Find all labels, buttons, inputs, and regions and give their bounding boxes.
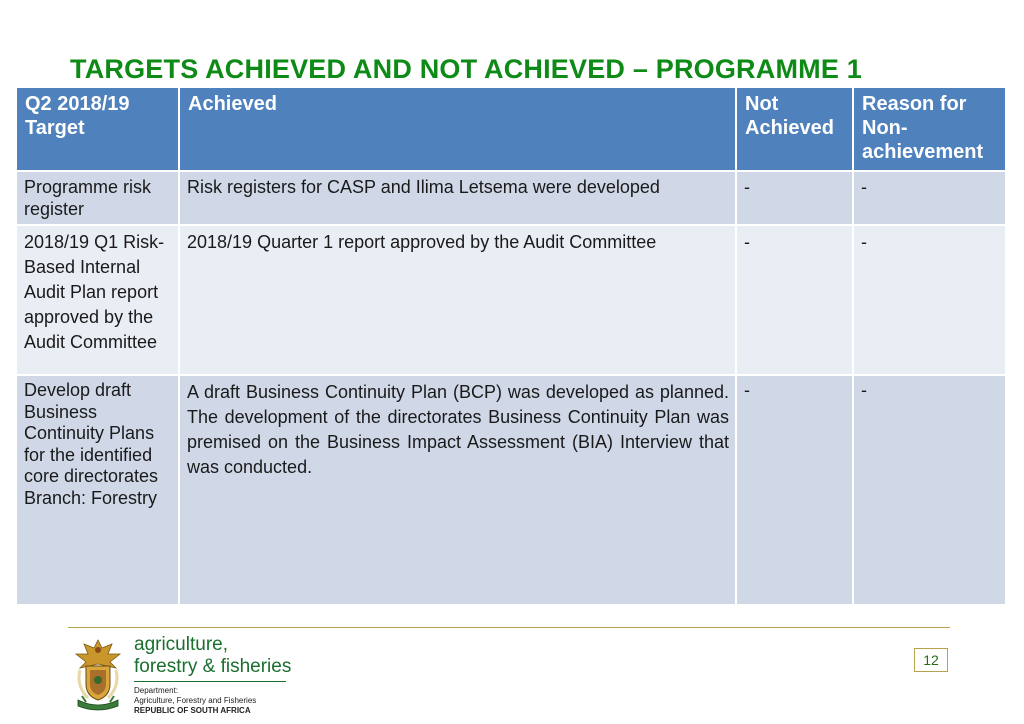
targets-table	[15, 86, 1007, 606]
department-branding	[134, 634, 291, 716]
header-reason: Reason for Non-achievement	[853, 87, 1006, 171]
footer-divider	[68, 627, 950, 628]
cell-achieved: Risk registers for CASP and Ilima Letsema were developed	[179, 171, 736, 225]
brand-line-1: agriculture,	[134, 634, 228, 655]
coat-of-arms-icon	[68, 636, 128, 712]
table-header-row	[16, 87, 1006, 171]
cell-target: Develop draft Business Continuity Plans for the identified core directorates Branch: Forestry	[16, 375, 179, 605]
brand-line-2: forestry & fisheries	[134, 656, 292, 677]
slide-title: TARGETS ACHIEVED AND NOT ACHIEVED – PROGRAMME 1	[70, 54, 862, 84]
dept-label: Department:	[134, 686, 179, 695]
table-row	[16, 171, 1006, 225]
cell-not-achieved: -	[736, 225, 853, 375]
cell-achieved: 2018/19 Quarter 1 report approved by the Audit Committee	[179, 225, 736, 375]
cell-reason: -	[853, 171, 1006, 225]
cell-achieved: A draft Business Continuity Plan (BCP) was developed as planned. The development of the directorates Business Continuity Plan was premised on the Business Impact Assessment (BIA) Interview that was conducted.	[179, 375, 736, 605]
table-row	[16, 225, 1006, 375]
cell-reason: -	[853, 225, 1006, 375]
cell-not-achieved: -	[736, 171, 853, 225]
header-not-achieved: Not Achieved	[736, 87, 853, 171]
dept-country: REPUBLIC OF SOUTH AFRICA	[134, 706, 251, 715]
cell-not-achieved: -	[736, 375, 853, 605]
header-achieved: Achieved	[179, 87, 736, 171]
cell-target: Programme risk register	[16, 171, 179, 225]
cell-target: 2018/19 Q1 Risk- Based Internal Audit Plan report approved by the Audit Committee	[16, 225, 179, 375]
page-number: 12	[914, 648, 948, 672]
header-target: Q2 2018/19 Target	[16, 87, 179, 171]
brand-divider	[134, 681, 286, 682]
dept-name: Agriculture, Forestry and Fisheries	[134, 696, 257, 705]
table-row	[16, 375, 1006, 605]
cell-reason: -	[853, 375, 1006, 605]
